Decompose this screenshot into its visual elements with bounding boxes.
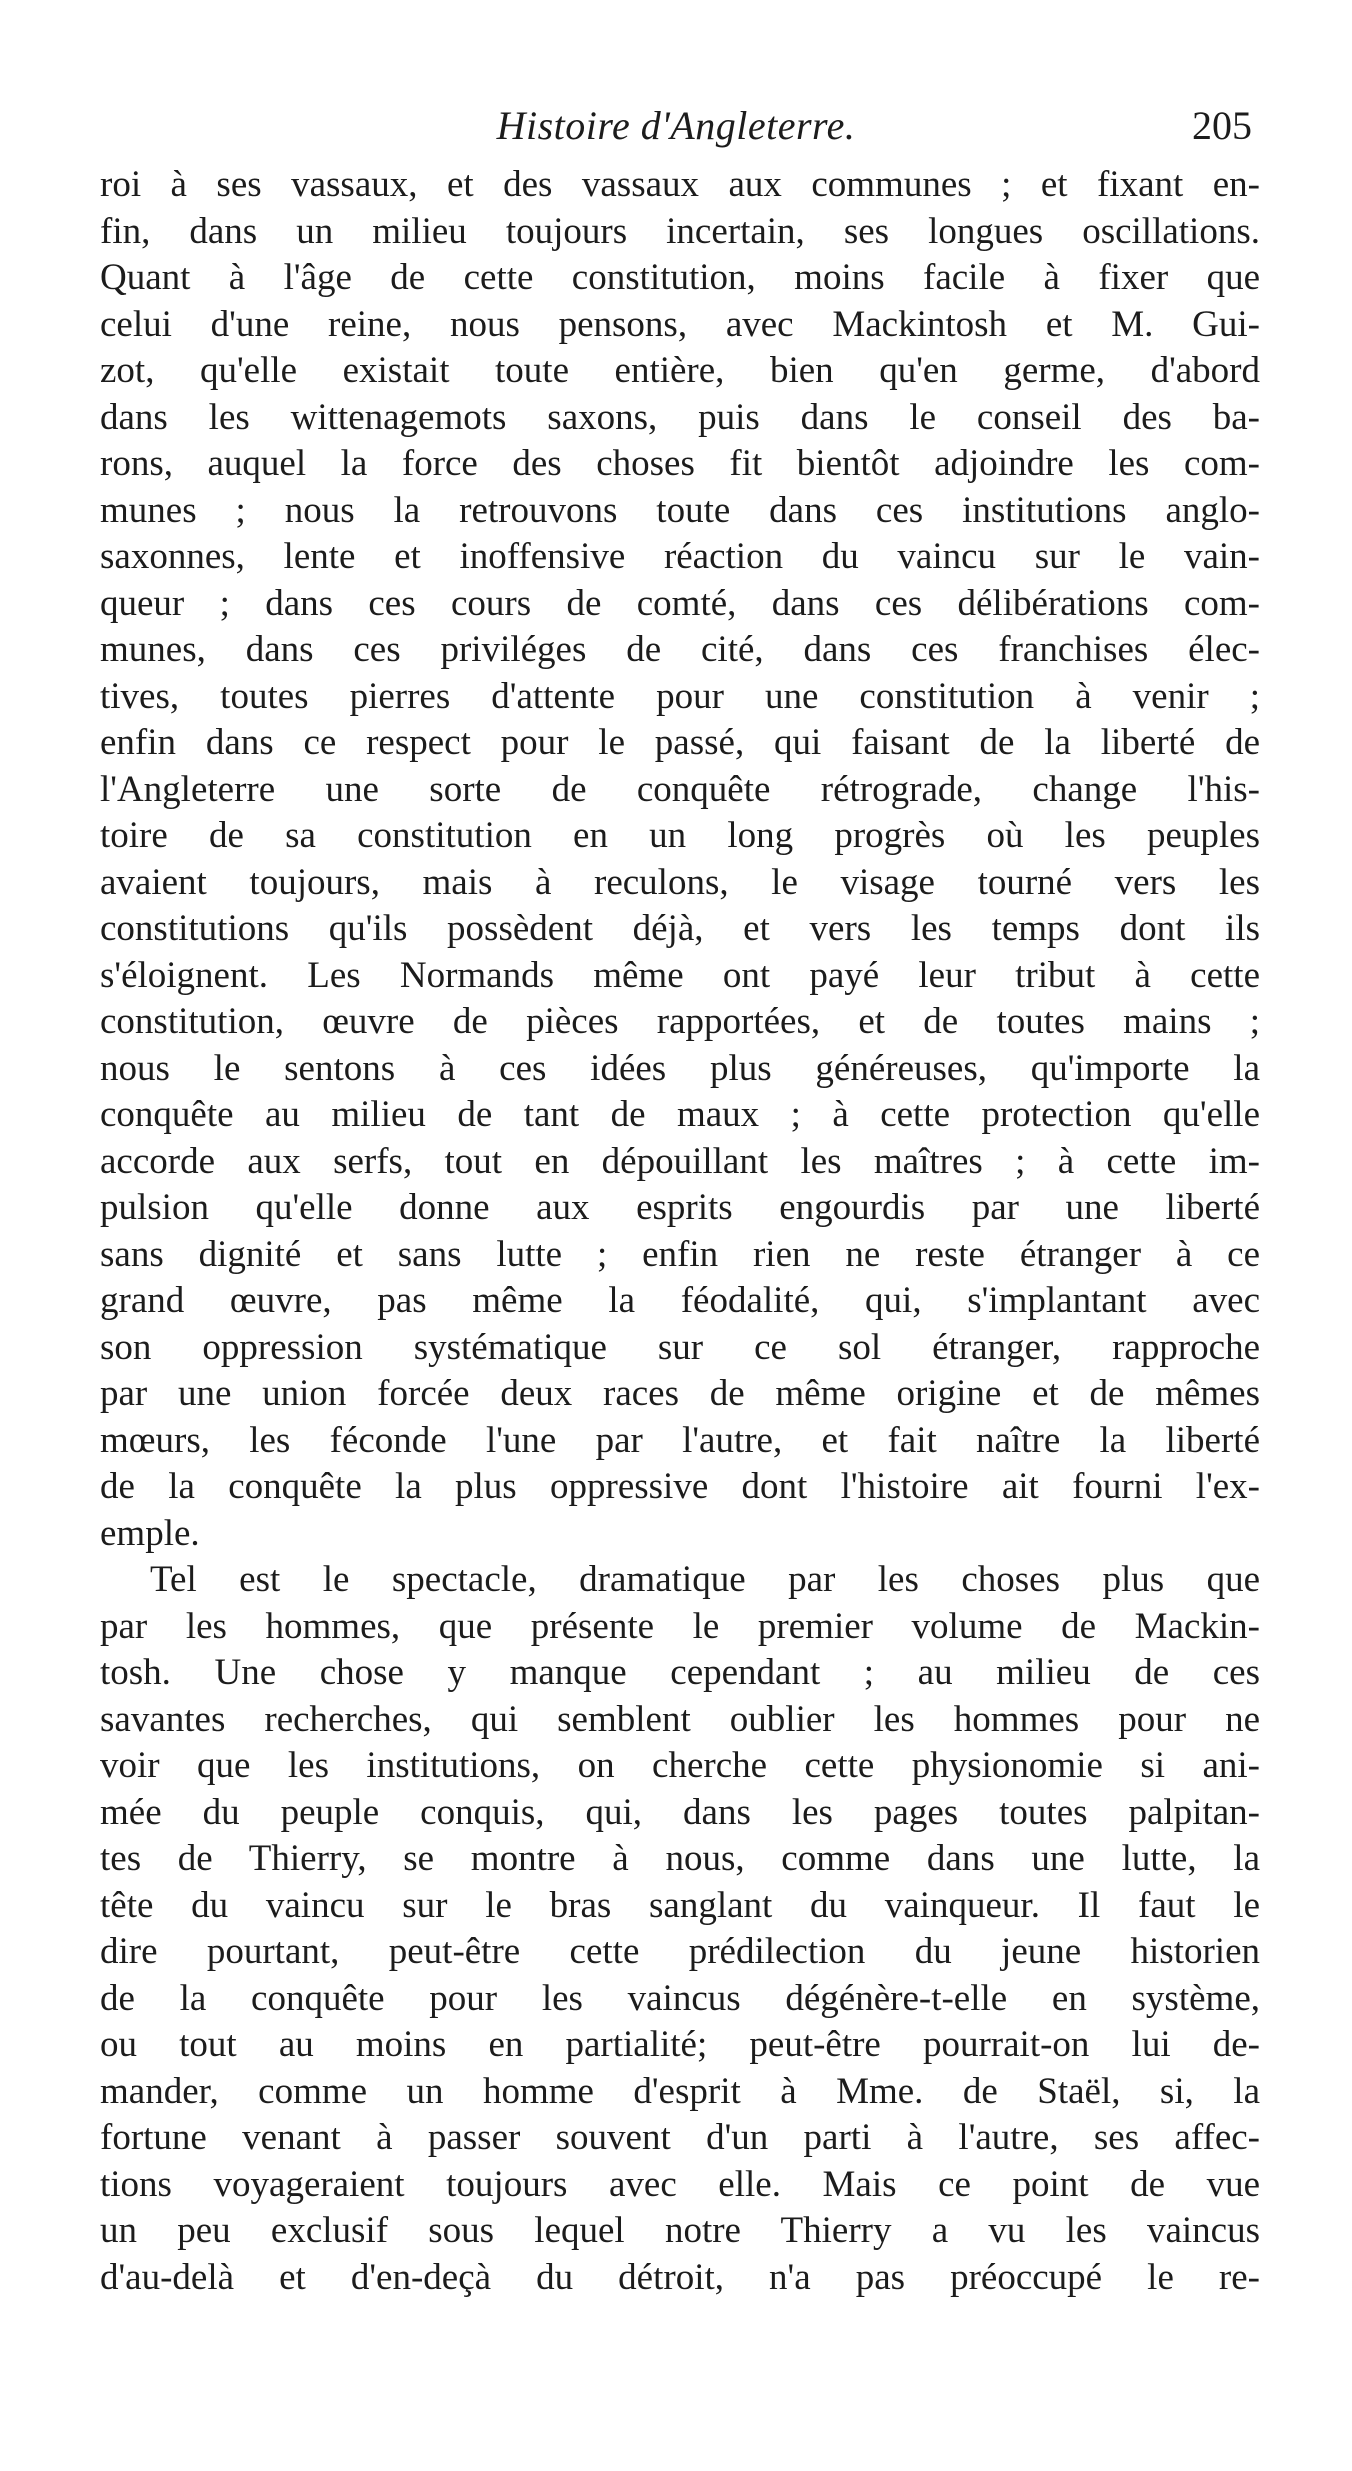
text-line: par une union forcée deux races de même origine et de mêmes (100, 1373, 1260, 1414)
text-line: fin, dans un milieu toujours incertain, ses longues oscillations. (100, 210, 1260, 252)
text-line: tes de Thierry, se montre à nous, comme dans une lutte, la (100, 1838, 1260, 1879)
text-line: saxonnes, lente et inoffensive réaction du vaincu sur le vain- (100, 536, 1260, 577)
text-line: conquête au milieu de tant de maux ; à cette protection qu'elle (100, 1094, 1260, 1135)
text-line: roi à ses vassaux, et des vassaux aux communes ; et fixant en- (100, 164, 1260, 205)
text-line: avaient toujours, mais à reculons, le visage tourné vers les (100, 861, 1260, 903)
text-line: mœurs, les féconde l'une par l'autre, et fait naître la liberté (100, 1419, 1260, 1461)
text-line: grand œuvre, pas même la féodalité, qui, s'implantant avec (100, 1280, 1260, 1321)
text-line: tête du vaincu sur le bras sanglant du vainqueur. Il faut le (100, 1884, 1260, 1926)
text-line: de la conquête pour les vaincus dégénère-t-elle en système, (100, 1977, 1260, 2019)
text-line: voir que les institutions, on cherche cette physionomie si ani- (100, 1745, 1260, 1786)
text-line: Tel est le spectacle, dramatique par les choses plus que (150, 1559, 1260, 1600)
text-line: l'Angleterre une sorte de conquête rétrograde, change l'his- (100, 768, 1260, 810)
text-line: d'au-delà et d'en-deçà du détroit, n'a pas préoccupé le re- (100, 2256, 1260, 2298)
text-line: mée du peuple conquis, qui, dans les pages toutes palpitan- (100, 1791, 1260, 1833)
body-text (100, 162, 1260, 2301)
text-line: nous le sentons à ces idées plus généreuses, qu'importe la (100, 1047, 1260, 1089)
page-number: 205 (1192, 103, 1252, 148)
text-line: tions voyageraient toujours avec elle. Mais ce point de vue (100, 2163, 1260, 2205)
text-line: dire pourtant, peut-être cette prédilection du jeune historien (100, 1931, 1260, 1972)
text-line: zot, qu'elle existait toute entière, bien qu'en germe, d'abord (100, 350, 1260, 391)
running-title: Histoire d'Angleterre. (496, 103, 856, 148)
running-header (100, 96, 1252, 156)
text-line: enfin dans ce respect pour le passé, qui faisant de la liberté de (100, 722, 1260, 763)
paragraph-1 (100, 162, 1260, 1557)
text-line: un peu exclusif sous lequel notre Thierry a vu les vaincus (100, 2210, 1260, 2251)
text-line: par les hommes, que présente le premier volume de Mackin- (100, 1605, 1260, 1647)
text-line: accorde aux serfs, tout en dépouillant les maîtres ; à cette im- (100, 1140, 1260, 1182)
text-line: celui d'une reine, nous pensons, avec Mackintosh et M. Gui- (100, 303, 1260, 345)
text-line: ou tout au moins en partialité; peut-être pourrait-on lui de- (100, 2024, 1260, 2065)
text-line: de la conquête la plus oppressive dont l'histoire ait fourni l'ex- (100, 1466, 1260, 1507)
text-line: constitutions qu'ils possèdent déjà, et vers les temps dont ils (100, 908, 1260, 949)
text-line: tosh. Une chose y manque cependant ; au milieu de ces (100, 1652, 1260, 1693)
text-line: rons, auquel la force des choses fit bientôt adjoindre les com- (100, 443, 1260, 484)
text-line: queur ; dans ces cours de comté, dans ces délibérations com- (100, 582, 1260, 624)
text-line: son oppression systématique sur ce sol étranger, rapproche (100, 1326, 1260, 1368)
text-line: mander, comme un homme d'esprit à Mme. de Staël, si, la (100, 2070, 1260, 2112)
paragraph-2 (100, 1557, 1260, 2301)
text-line: constitution, œuvre de pièces rapportées, et de toutes mains ; (100, 1001, 1260, 1042)
text-line: fortune venant à passer souvent d'un parti à l'autre, ses affec- (100, 2117, 1260, 2158)
text-line: munes ; nous la retrouvons toute dans ces institutions anglo- (100, 489, 1260, 531)
text-line: tives, toutes pierres d'attente pour une constitution à venir ; (100, 675, 1260, 717)
text-line: munes, dans ces priviléges de cité, dans ces franchises élec- (100, 629, 1260, 670)
text-line: s'éloignent. Les Normands même ont payé leur tribut à cette (100, 954, 1260, 996)
text-line: sans dignité et sans lutte ; enfin rien ne reste étranger à ce (100, 1233, 1260, 1275)
text-line: toire de sa constitution en un long progrès où les peuples (100, 815, 1260, 856)
text-line: savantes recherches, qui semblent oublier les hommes pour ne (100, 1698, 1260, 1740)
text-line: emple. (100, 1512, 200, 1554)
text-line: pulsion qu'elle donne aux esprits engourdis par une liberté (100, 1187, 1260, 1228)
text-line: dans les wittenagemots saxons, puis dans le conseil des ba- (100, 396, 1260, 438)
text-line: Quant à l'âge de cette constitution, moins facile à fixer que (100, 257, 1260, 298)
